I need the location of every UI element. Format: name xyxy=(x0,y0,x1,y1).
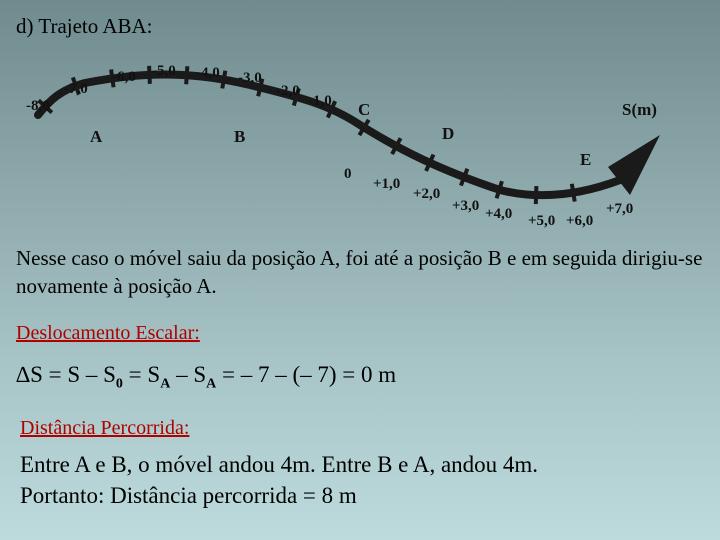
formula-subscript: 0 xyxy=(115,376,123,392)
point-label-e: E xyxy=(580,150,592,169)
tick-label: -7,0 xyxy=(64,81,88,97)
formula-part: ∆S = S – S xyxy=(16,362,116,387)
displacement-formula xyxy=(16,362,396,393)
formula-part: = – 7 – (– 7) = 0 m xyxy=(216,362,397,387)
tick-mark xyxy=(186,66,187,84)
tick-label: -5,0 xyxy=(152,63,176,79)
point-label-b: B xyxy=(234,127,246,146)
distance-line-2: Portanto: Distância percorrida = 8 m xyxy=(20,483,357,508)
tick-label: +2,0 xyxy=(413,186,441,202)
formula-subscript: A xyxy=(206,376,217,392)
tick-label: +6,0 xyxy=(566,213,594,229)
tick-label: -6,0 xyxy=(112,69,136,85)
tick-label: +3,0 xyxy=(452,198,480,214)
displacement-heading: Deslocamento Escalar: xyxy=(16,322,200,344)
tick-label: +1,0 xyxy=(373,176,401,192)
tick-mark xyxy=(497,181,502,198)
tick-mark xyxy=(572,184,575,202)
tick-label: -4,0 xyxy=(196,65,220,81)
tick-label: 0 xyxy=(344,166,352,182)
tick-label: -3,0 xyxy=(238,70,262,86)
tick-mark xyxy=(222,71,225,89)
tick-marks xyxy=(39,66,575,204)
tick-label: +7,0 xyxy=(606,201,634,217)
formula-subscript: A xyxy=(160,376,171,392)
arrow-head xyxy=(608,135,660,195)
point-label-c: C xyxy=(358,100,371,119)
tick-label: -2,0 xyxy=(276,83,300,99)
formula-part: = S xyxy=(122,362,161,387)
trajectory-diagram xyxy=(0,55,720,240)
formula-part: – S xyxy=(170,362,207,387)
tick-mark xyxy=(149,66,150,84)
tick-mark xyxy=(536,186,537,204)
point-label-d: D xyxy=(442,124,455,143)
description-paragraph: Nesse caso o móvel saiu da posição A, foi até a posição B e em seguida dirigiu-se novamente à posição A. xyxy=(16,246,703,298)
point-label-a: A xyxy=(90,127,103,146)
tick-label: +5,0 xyxy=(528,213,556,229)
distance-line-1: Entre A e B, o móvel andou 4m. Entre B e A, andou 4m. xyxy=(20,452,539,477)
axis-label: S(m) xyxy=(622,100,657,119)
slide-title: d) Trajeto ABA: xyxy=(16,14,153,38)
tick-label: -1,0 xyxy=(308,93,332,109)
tick-label: -8,0 xyxy=(26,98,50,114)
distance-heading: Distância Percorrida: xyxy=(20,417,190,439)
tick-label: +4,0 xyxy=(485,206,513,222)
